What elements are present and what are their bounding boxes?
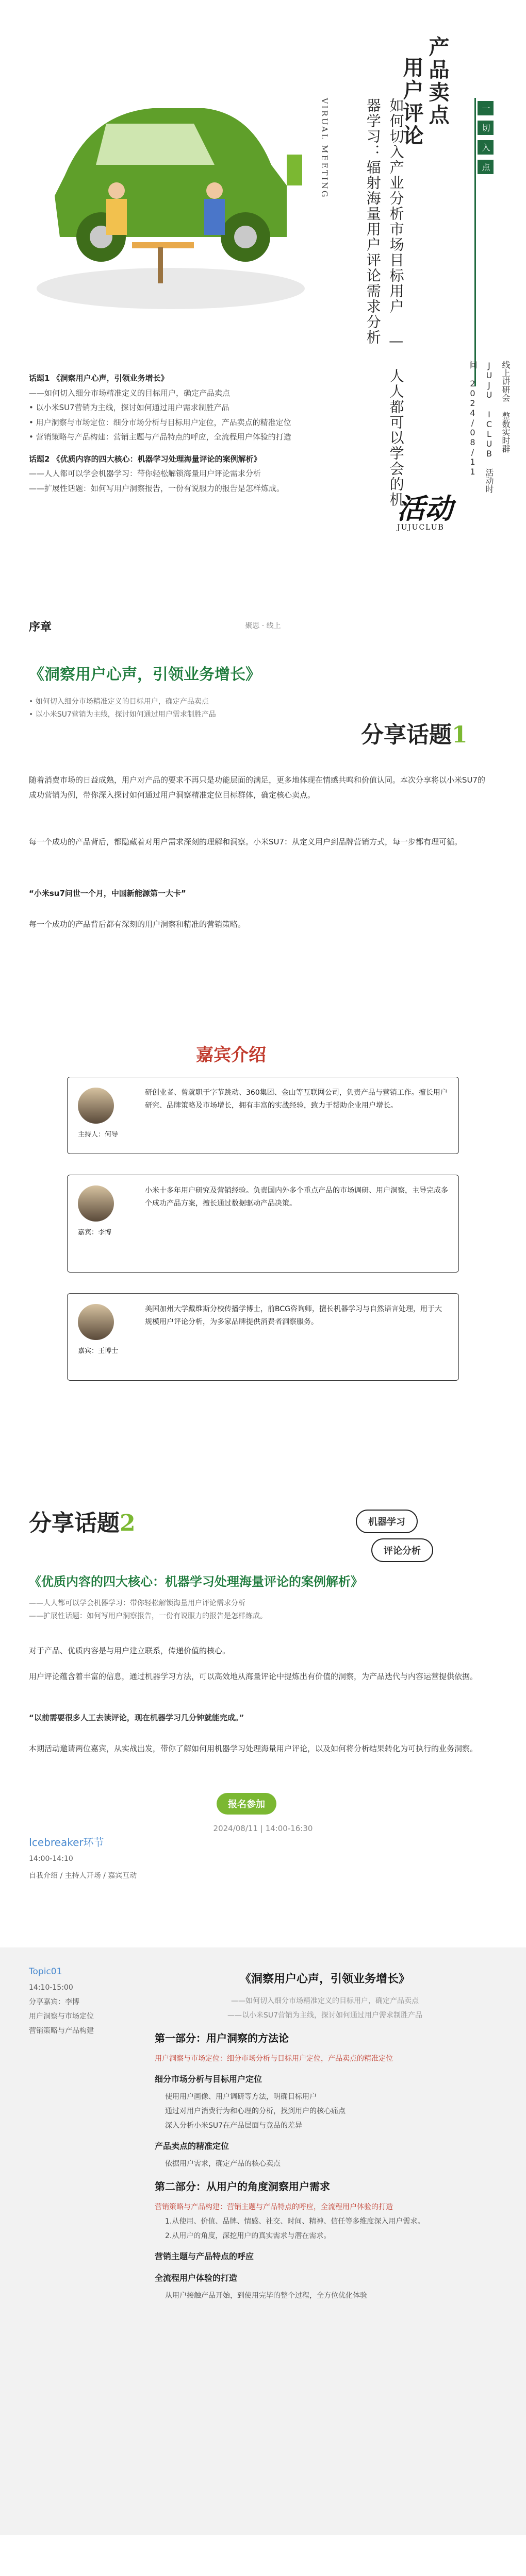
- topic2-quote: “以前需要很多人工去读评论，现在机器学习几分钟就能完成。”: [29, 1713, 244, 1722]
- guest-bio: 小米十多年用户研究及营销经验。负责国内外多个重点产品的市场调研、用户洞察，主导完成多个成功产品方案，擅长通过数据驱动产品决策。: [145, 1187, 448, 1208]
- preface-para-2: 每一个成功的产品背后，都隐藏着对用户需求深刻的理解和洞察。小米SU7：从定义用户到品牌营销方式，每一步都有理可循。: [29, 837, 463, 846]
- hero-tag: 一: [478, 101, 494, 115]
- part2-title: 第二部分：从用户的角度洞察用户需求: [155, 2180, 330, 2193]
- topic2-sub: ——人人都可以学会机器学习：带你轻松解锁海量用户评论需求分析: [29, 1599, 245, 1607]
- guest-bio: 美国加州大学戴维斯分校传播学博士，前BCG咨询师，擅长机器学习与自然语言处理，用于大规模用户评论分析，为多家品牌提供消费者洞察服务。: [145, 1305, 442, 1327]
- part-line: 细分市场分析与目标用户定位: [155, 2074, 262, 2084]
- part1-title: 第一部分：用户洞察的方法论: [155, 2032, 289, 2044]
- guest-name: 嘉宾：李博: [78, 1229, 112, 1236]
- part-line: 使用用户画像、用户调研等方法，明确目标用户: [165, 2093, 317, 2101]
- preface-label: 序章: [29, 621, 52, 634]
- hero-english: VIRUAL MEETING: [320, 98, 330, 199]
- hero-tag-column: [474, 98, 492, 386]
- hero-info-line: ——如何切入细分市场精准定义的目标用户，确定产品卖点: [29, 388, 231, 398]
- topic2-subtitles: [29, 1597, 349, 1623]
- share-banner-1: [361, 716, 468, 749]
- part-line: 营销策略与产品构建：营销主题与产品特点的呼应，全流程用户体验的打造: [155, 2203, 393, 2211]
- sidebar-item: 营销策略与产品构建: [29, 2027, 94, 2035]
- topic2-title: 《优质内容的四大核心：机器学习处理海量评论的案例解析》: [29, 1574, 363, 1589]
- hero-subtitle: 如何切入产业分析市场目标用户 — 人人都可以学会的机器学习：辐射海量用户评论需求分析: [364, 98, 405, 507]
- hero-logo-sub: JUJUCLUB: [397, 523, 445, 532]
- hero-info: [29, 371, 318, 496]
- part-line: 从用户接触产品开始，到使用完毕的整个过程，全方位优化体验: [165, 2292, 367, 2300]
- event-time: 2024/08/11 | 14:00-16:30: [213, 1824, 313, 1833]
- guest-bio: 研创业者、曾就职于字节跳动、360集团、金山等互联网公司，负责产品与营销工作。擅长用户研究、品牌策略及市场增长，拥有丰富的实战经验，致力于帮助企业用户增长。: [145, 1089, 448, 1110]
- part-line: 1.从使用、价值、品牌、情感、社交、时间、精神、信任等多维度深入用户需求。: [165, 2217, 425, 2226]
- hero-info-title: 话题1 《洞察用户心声，引领业务增长》: [29, 374, 169, 383]
- topic01-title: 《洞察用户心声，引领业务增长》: [239, 1973, 410, 1986]
- tag-review: 评论分析: [371, 1538, 433, 1562]
- icebreaker-section: [0, 1834, 526, 1937]
- topic2-para-1: 对于产品、优质内容是与用户建立联系，传递价值的核心。: [29, 1646, 231, 1655]
- share-banner-text: 分享话题: [361, 722, 452, 748]
- topic01-sidebar: [29, 1963, 117, 2038]
- topic2-sub: ——扩展性话题：如何写用户洞察报告，一份有说服力的报告是怎样炼成。: [29, 1612, 267, 1621]
- avatar: [78, 1088, 114, 1124]
- hero-info-title-2: 话题2 《优质内容的四大核心：机器学习处理海量评论的案例解析》: [29, 454, 261, 464]
- preface-section: [0, 618, 526, 1051]
- topic-time: 14:10-15:00: [29, 1984, 73, 1992]
- icebreaker-desc: 自我介绍 / 主持人开场 / 嘉宾互动: [29, 1872, 137, 1880]
- preface-title: 《洞察用户心声，引领业务增长》: [29, 666, 261, 684]
- hero-info-line: ——扩展性话题：如何写用户洞察报告，一份有说服力的报告是怎样炼成。: [29, 483, 285, 493]
- preface-para-1: 随着消费市场的日益成熟，用户对产品的要求不再只是功能层面的满足，更多地体现在情感共鸣和价值认同。本次分享将以小米SU7的成功营销为例，带你深入探讨如何通过用户洞察精准定位目标群体，确定核心卖点。: [29, 775, 486, 800]
- preface-quote: “小米su7问世一个月，中国新能源第一大卡”: [29, 889, 186, 898]
- part-line: 全流程用户体验的打造: [155, 2273, 238, 2283]
- topic2-para-2: 用户评论蕴含着丰富的信息，通过机器学习方法，可以高效地从海量评论中提炼出有价值的洞察，为产品迭代与内容运营提供依据。: [29, 1672, 478, 1681]
- hero-info-line: • 营销策略与产品构建：营销主题与产品特点的呼应，全流程用户体验的打造: [29, 432, 291, 442]
- guest-card: [67, 1077, 459, 1154]
- hero-tag: 入: [478, 140, 494, 155]
- preface-nav: 聚思 · 线上: [245, 622, 281, 630]
- hero-title-1: 产品卖点: [425, 36, 450, 127]
- topic-code: Topic01: [29, 1967, 62, 1977]
- share-banner-num: 2: [120, 1510, 136, 1536]
- hero-info-line: ——人人都可以学会机器学习：带你轻松解锁海量用户评论需求分析: [29, 469, 261, 478]
- part-line: 产品卖点的精准定位: [155, 2141, 229, 2151]
- guest-name: 主持人：何导: [78, 1131, 119, 1139]
- join-button[interactable]: 报名参加: [217, 1793, 276, 1815]
- topic01-sub: ——以小米SU7营销为主线，探讨如何通过用户需求制胜产品: [227, 2011, 423, 2020]
- hero-tag: 点: [478, 160, 494, 174]
- hero-meta: 线上讲研会 整数实时群 JUJU ICLUB 活动时间 2024/08/11: [468, 361, 511, 493]
- hero-info-line: • 用户洞察与市场定位：细分市场分析与目标用户定位，产品卖点的精准定位: [29, 417, 291, 427]
- guests-title: 嘉宾介绍: [196, 1045, 266, 1065]
- preface-bullet: • 以小米SU7营销为主线，探讨如何通过用户需求制胜产品: [29, 710, 216, 719]
- hero-section: [0, 0, 526, 577]
- hero-info-line: • 以小米SU7营销为主线，探讨如何通过用户需求制胜产品: [29, 403, 229, 412]
- part-line: 深入分析小米SU7在产品层面与竞品的差异: [165, 2122, 303, 2130]
- hero-title-2: 用户评论: [400, 57, 424, 147]
- guests-section: [0, 1041, 526, 1504]
- part-line: 依据用户需求，确定产品的核心卖点: [165, 2160, 281, 2168]
- preface-para-3: 每一个成功的产品背后都有深刻的用户洞察和精准的营销策略。: [29, 920, 246, 929]
- part-line: 2.从用户的角度，深挖用户的真实需求与潜在需求。: [165, 2232, 331, 2240]
- guest-card: [67, 1293, 459, 1381]
- preface-bullet: • 如何切入细分市场精准定义的目标用户，确定产品卖点: [29, 698, 209, 706]
- topic01-content: [155, 1963, 495, 2303]
- guest-card: [67, 1175, 459, 1273]
- hero-logo: [397, 487, 453, 532]
- sidebar-item: 分享嘉宾：李博: [29, 1998, 79, 2006]
- hero-logo-text: 活动: [397, 492, 453, 525]
- tag-ml: 机器学习: [356, 1510, 418, 1533]
- share-banner-text: 分享话题: [29, 1510, 120, 1536]
- part-line: 用户洞察与市场定位：细分市场分析与目标用户定位，产品卖点的精准定位: [155, 2055, 393, 2063]
- guest-name: 嘉宾：王博士: [78, 1347, 119, 1355]
- topic2-para-3: 本期活动邀请两位嘉宾，从实战出发，带你了解如何用机器学习处理海量用户评论，以及如何将分析结果转化为可执行的业务洞察。: [29, 1744, 478, 1753]
- part-line: 通过对用户消费行为和心理的分析，找到用户的核心痛点: [165, 2107, 346, 2115]
- sidebar-item: 用户洞察与市场定位: [29, 2012, 94, 2021]
- hero-illustration: [29, 21, 313, 350]
- avatar: [78, 1304, 114, 1340]
- topic01-detail: [0, 1947, 526, 2535]
- avatar: [78, 1185, 114, 1222]
- preface-bullets: [29, 696, 349, 721]
- hero-tag: 切: [478, 121, 494, 135]
- icebreaker-time: 14:00-14:10: [29, 1855, 73, 1863]
- share-banner-2: [29, 1504, 136, 1537]
- share-banner-num: 1: [452, 722, 468, 748]
- topic01-sub: ——如何切入细分市场精准定义的目标用户，确定产品卖点: [231, 1997, 419, 2005]
- part-line: 营销主题与产品特点的呼应: [155, 2251, 254, 2261]
- icebreaker-title: Icebreaker环节: [29, 1836, 104, 1849]
